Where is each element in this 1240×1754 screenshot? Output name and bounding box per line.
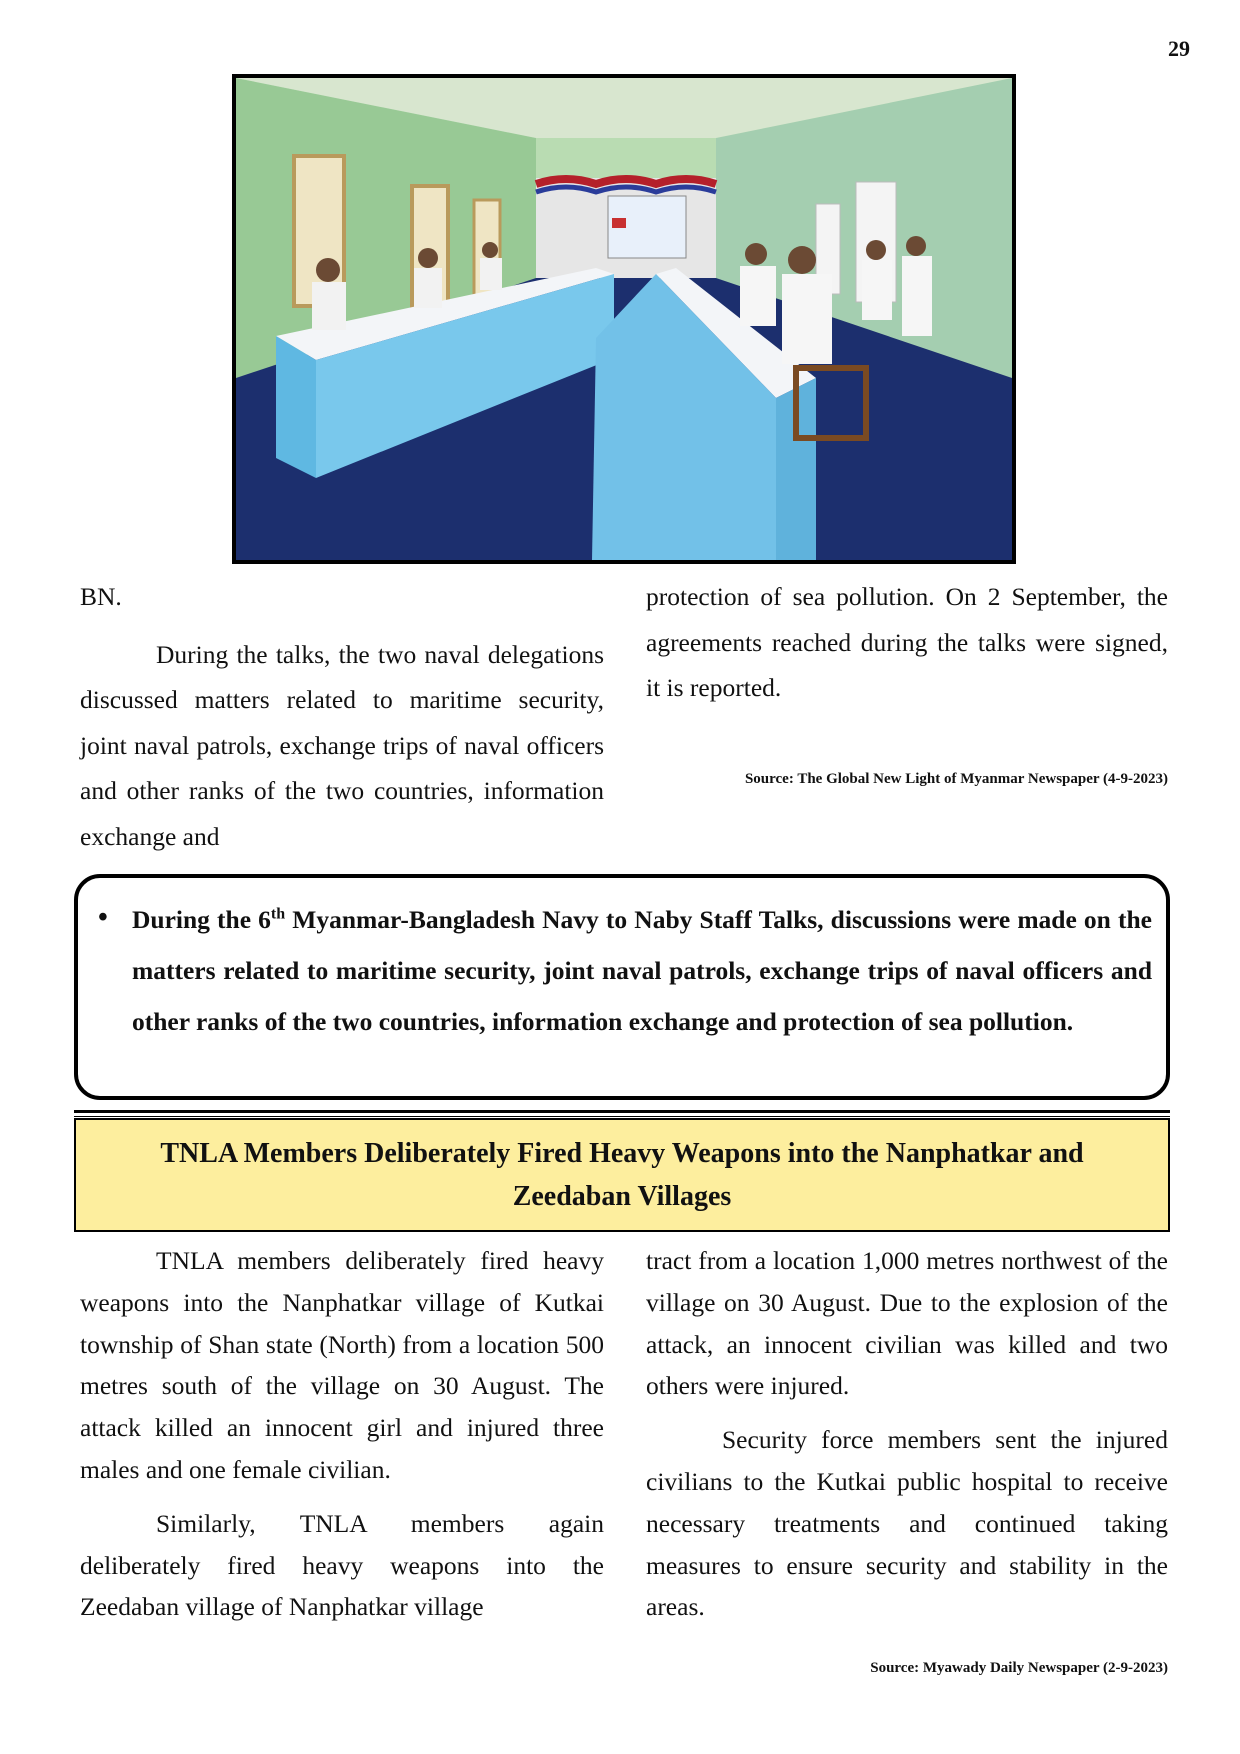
naval-staff-talks-photo-icon <box>236 78 1012 560</box>
divider <box>74 1110 1170 1113</box>
article2-paragraph: tract from a location 1,000 metres northwest of the village on 30 August. Due to the explosion of the attack, an innocent civilian was killed and two others were injured. <box>646 1246 1168 1401</box>
bullet-icon: • <box>98 902 108 933</box>
article1-paragraph: protection of sea pollution. On 2 September, the agreements reached during the talks were signed, it is reported. <box>646 582 1168 703</box>
conference-photo <box>232 74 1016 564</box>
article2-paragraph: Similarly, TNLA members again deliberately fired heavy weapons into the Zeedaban village of Nanphatkar village <box>80 1508 604 1622</box>
page-number: 29 <box>1168 36 1190 61</box>
article1-paragraph: BN. <box>80 582 122 611</box>
summary-box <box>74 874 1170 1100</box>
article2-headline: TNLA Members Deliberately Fired Heavy Weapons into the Nanphatkar and Zeedaban Villages <box>74 1118 1170 1232</box>
article2-source: Source: Myawady Daily Newspaper (2-9-2023) <box>870 1660 1168 1676</box>
article1-paragraph: During the talks, the two naval delegations discussed matters related to maritime security, joint naval patrols, exchange trips of naval officers and other ranks of the two countries, information exchange and <box>80 639 604 851</box>
article1-column-left <box>80 574 604 860</box>
article1-source: Source: The Global New Light of Myanmar Newspaper (4-9-2023) <box>744 771 1168 787</box>
article2-column-right <box>646 1240 1168 1628</box>
article2-paragraph: Security force members sent the injured civilians to the Kutkai public hospital to receive necessary treatments and continued taking measures to ensure security and stability in the areas. <box>646 1425 1168 1622</box>
article2-column-left <box>80 1240 604 1628</box>
article1-column-right <box>646 574 1168 711</box>
divider <box>74 1116 1170 1117</box>
summary-text: During the 6th Myanmar-Bangladesh Navy to Naby Staff Talks, discussions were made on the matters related to maritime security, joint naval patrols, exchange trips of naval officers and other ranks of the two countries, information exchange and protection of sea pollution. <box>132 905 1152 1036</box>
article2-paragraph: TNLA members deliberately fired heavy weapons into the Nanphatkar village of Kutkai township of Shan state (North) from a location 500 metres south of the village on 30 August. The attack killed an innocent girl and injured three males and one female civilian. <box>80 1246 604 1484</box>
